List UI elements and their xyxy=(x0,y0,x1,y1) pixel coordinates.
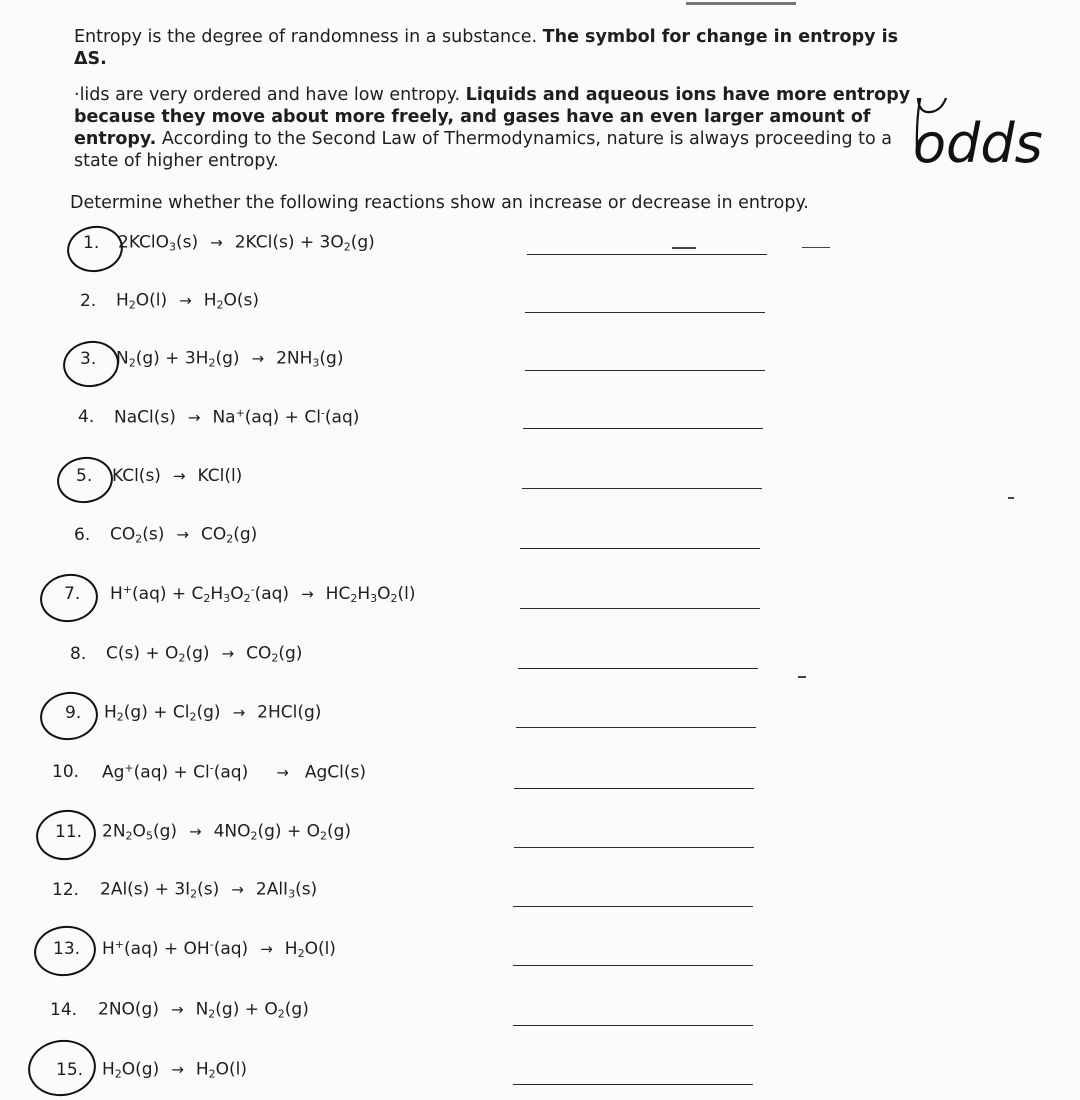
answer-line-1[interactable] xyxy=(527,254,767,255)
intro-paragraph-1 xyxy=(74,26,904,70)
answer-line-14[interactable] xyxy=(513,1025,753,1026)
intro-text-bold: The symbol for change in entropy is ΔS. xyxy=(74,27,899,69)
answer-line-5[interactable] xyxy=(522,488,762,489)
intro-text: ·lids are very ordered and have low entropy. xyxy=(74,85,461,105)
answer-line-7[interactable] xyxy=(520,608,760,609)
reaction-row-3 xyxy=(50,339,850,379)
scan-speck xyxy=(802,247,830,248)
reaction-equation: $2Al(s) + 3I_2(s) \to 2AlI_3(s)$ xyxy=(100,879,318,901)
reaction-equation: KCl(s) → KCl(l) xyxy=(112,466,243,486)
answer-line-12[interactable] xyxy=(513,906,753,907)
reaction-number: 7. xyxy=(64,584,81,604)
reaction-equation: $2NO(g) \to N_2(g) + O_2(g)$ xyxy=(98,999,309,1021)
reaction-row-5 xyxy=(50,456,850,496)
answer-line-3[interactable] xyxy=(525,370,765,371)
reaction-number: 3. xyxy=(80,349,97,369)
reaction-equation: $2N_2O_5(g) \to 4NO_2(g) + O_2(g)$ xyxy=(102,821,352,843)
reaction-number: 14. xyxy=(50,1000,78,1020)
reaction-number: 8. xyxy=(70,644,87,664)
scan-speck xyxy=(798,676,806,678)
circle-mark xyxy=(24,1036,99,1100)
scan-speck xyxy=(672,247,696,249)
answer-line-10[interactable] xyxy=(514,788,754,789)
reaction-row-12 xyxy=(50,870,850,910)
answer-line-4[interactable] xyxy=(523,428,763,429)
intro-text: According to the Second Law of Thermodynamics, nature is always proceeding to a state of higher entropy. xyxy=(74,129,893,171)
reaction-equation: $H^+(aq) + OH^-(aq) \to H_2O(l)$ xyxy=(102,938,336,960)
reaction-equation: 2KClO$_3$(s) → $2KCl(s) + 3O_2(g)$ xyxy=(118,232,375,254)
reaction-row-10 xyxy=(50,752,850,792)
reaction-equation: $N_2(g) + 3H_2(g) \to 2NH_3(g)$ xyxy=(116,348,344,370)
reaction-equation: $C(s) + O_2(g) \to CO_2(g)$ xyxy=(106,643,303,665)
reaction-number: 2. xyxy=(80,291,97,311)
scan-speck xyxy=(1008,497,1014,499)
reaction-row-4 xyxy=(50,397,850,437)
reaction-row-11 xyxy=(50,812,850,852)
reaction-number: 13. xyxy=(53,939,81,959)
handwritten-note xyxy=(905,98,1055,178)
reaction-number: 5. xyxy=(76,466,93,486)
reaction-equation: $CO_2(s) \to CO_2(g)$ xyxy=(110,524,258,546)
instructions: Determine whether the following reactions show an increase or decrease in entropy. xyxy=(70,193,809,213)
answer-line-13[interactable] xyxy=(513,965,753,966)
reaction-row-2 xyxy=(50,281,850,321)
reaction-equation: Ag+(aq) + Cl-(aq) → AgCl(s) xyxy=(102,761,366,783)
reaction-equation: $H_2O(l) \to H_2O(s)$ xyxy=(116,290,260,312)
intro-text-bold: Liquids and aqueous ions have more entropy because they move about more freely, and gases have an even larger amount of entropy. xyxy=(74,85,911,149)
reaction-row-1 xyxy=(50,223,850,263)
reaction-number: 10. xyxy=(52,762,80,782)
reaction-number: 15. xyxy=(56,1060,84,1080)
answer-line-6[interactable] xyxy=(520,548,760,549)
reaction-row-14 xyxy=(50,990,850,1030)
answer-line-8[interactable] xyxy=(518,668,758,669)
reaction-equation: NaCl(s) → Na+(aq) + Cl-(aq) xyxy=(114,406,360,428)
reaction-number: 6. xyxy=(74,525,91,545)
reaction-equation: $H^+(aq) + C_2H_3O_2^-(aq) \to HC_2H_3O_2(l)$ xyxy=(110,583,416,605)
reaction-equation: $H_2(g) + Cl_2(g) \to 2HCl(g)$ xyxy=(104,702,322,724)
scan-speck xyxy=(686,2,796,5)
reaction-row-6 xyxy=(50,515,850,555)
intro-text: Entropy is the degree of randomness in a substance. xyxy=(74,27,538,47)
reaction-equation: $H_2O(g) \to H_2O(l)$ xyxy=(102,1059,247,1081)
answer-line-15[interactable] xyxy=(513,1084,753,1085)
answer-line-2[interactable] xyxy=(525,312,765,313)
reaction-number: 12. xyxy=(52,880,80,900)
answer-line-11[interactable] xyxy=(514,847,754,848)
reaction-number: 11. xyxy=(55,822,83,842)
answer-line-9[interactable] xyxy=(516,727,756,728)
reaction-row-13 xyxy=(50,929,850,969)
intro-paragraph-2 xyxy=(74,84,924,172)
reaction-number: 4. xyxy=(78,407,95,427)
handwritten-note-text: odds xyxy=(913,112,1043,175)
reaction-number: 9. xyxy=(65,703,82,723)
reaction-number: 1. xyxy=(83,233,100,253)
